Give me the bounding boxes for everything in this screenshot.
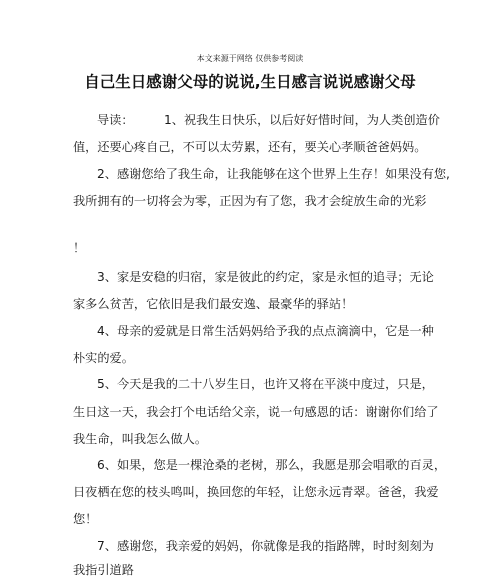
paragraph-line: 您！ bbox=[73, 512, 98, 526]
paragraph-line: 我生命，叫我怎么做人。 bbox=[73, 432, 208, 446]
paragraph-line: 5、今天是我的二十八岁生日，也许又将在平淡中度过，只是， bbox=[97, 377, 434, 391]
page-title: 自己生日感谢父母的说说,生日感言说说感谢父母 bbox=[84, 73, 416, 91]
paragraph-line: 家多么贫苦，它依旧是我们最安逸、最豪华的驿站！ bbox=[73, 297, 354, 311]
paragraph-line: 导读： 1、祝我生日快乐，以后好好惜时间，为人类创造价 bbox=[97, 113, 440, 127]
paragraph-line: 2、感谢您给了我生命，让我能够在这个世界上生存！如果没有您, bbox=[97, 167, 450, 181]
paragraph-line: 3、家是安稳的归宿，家是彼此的约定，家是永恒的追寻；无论 bbox=[97, 270, 434, 284]
paragraph-line: 我指引道路 bbox=[73, 563, 134, 577]
paragraph-line: 7、感谢您，我亲爱的妈妈，你就像是我的指路牌，时时刻刻为 bbox=[97, 539, 434, 553]
paragraph-line: 生日这一天，我会打个电话给父亲，说一句感恩的话：谢谢你们给了 bbox=[73, 405, 439, 419]
paragraph-line: 值，还要心疼自己，不可以太劳累，还有，要关心孝顺爸爸妈妈。 bbox=[73, 140, 427, 154]
paragraph-line: 我所拥有的一切将会为零，正因为有了您，我才会绽放生命的光彩 bbox=[73, 194, 427, 208]
source-note: 本文来源于网络 仅供参考阅读 bbox=[196, 54, 304, 63]
paragraph-line: 4、母亲的爱就是日常生活妈妈给予我的点点滴滴中，它是一种 bbox=[97, 324, 434, 338]
paragraph-line: 日夜栖在您的枝头鸣叫，换回您的年轻，让您永远青翠。爸爸，我爱 bbox=[73, 485, 439, 499]
paragraph-line: 朴实的爱。 bbox=[73, 351, 134, 365]
paragraph-line: 6、如果，您是一棵沧桑的老树，那么，我愿是那会唱歌的百灵， bbox=[97, 458, 447, 472]
paragraph-line: ！ bbox=[73, 241, 86, 255]
